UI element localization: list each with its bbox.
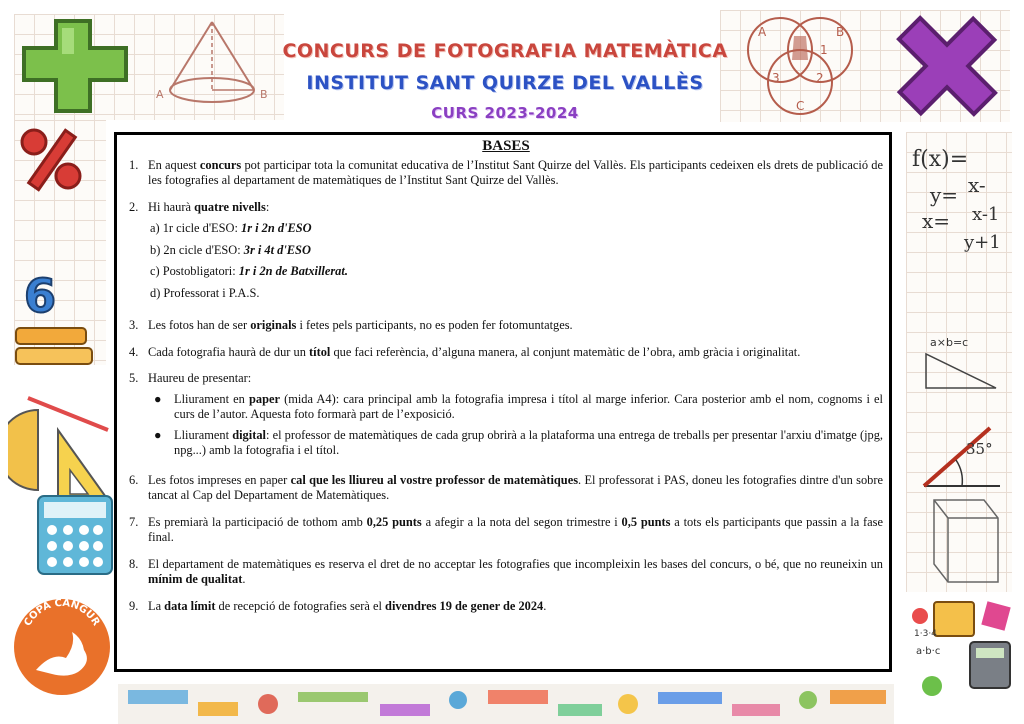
- multiply-sign-icon: [882, 10, 1012, 122]
- rule-1: 1. En aquest concurs pot participar tota la comunitat educativa de l’Institut Sant Quirze del Vallès. Els participants cedeixen els drets de publicació de les fotografies al departament de matemàtiques de l’Institut Sant Quirze del Vallès.: [129, 157, 883, 187]
- bases-heading: BASES: [482, 138, 530, 154]
- logo-text: COPA CANGUR: [22, 597, 102, 629]
- svg-text:A: A: [758, 25, 767, 39]
- percent-icon: [16, 124, 86, 194]
- level-a: a) 1r cicle d'ESO: 1r i 2n d'ESO: [150, 221, 312, 235]
- school-year: CURS 2023-2024: [431, 104, 579, 122]
- rule-7: 7. Es premiarà la participació de tothom amb 0,25 punts a afegir a la nota del segon trimestre i 0,5 punts a tots els participants que passin a la fase final.: [129, 514, 883, 544]
- bullet-icon: ●: [154, 427, 162, 442]
- angle-icon: [914, 420, 1008, 496]
- cone-icon: [150, 18, 275, 113]
- svg-text:C: C: [796, 99, 805, 113]
- number-six-icon: [22, 270, 62, 318]
- level-b: b) 2n cicle d'ESO: 3r i 4t d'ESO: [150, 242, 311, 257]
- calculator-icon: [36, 494, 114, 576]
- triangle-label-b: B: [260, 88, 268, 101]
- prism-icon: [914, 490, 1008, 590]
- digital-delivery: ● Lliurament digital: el professor de matemàtiques de cada grup obrirà a la plataforma una entrega de treballs per presentar l'arxiu d'imatge (jpg, npg...) amb la fotografia i el títol.: [154, 427, 883, 457]
- bases-box: [114, 132, 892, 672]
- svg-text:x-: x-: [968, 173, 986, 197]
- svg-text:35°: 35°: [966, 440, 993, 458]
- venn-diagram-icon: [728, 10, 876, 120]
- contest-title: CONCURS DE FOTOGRAFIA MATEMÀTICA: [282, 40, 728, 62]
- svg-text:a·b·c: a·b·c: [916, 646, 941, 657]
- rule-3: 3. Les fotos han de ser originals i fetes pels participants, no es poden fer fotomuntatges.: [129, 318, 573, 332]
- svg-text:f(x)=: f(x)=: [912, 147, 969, 172]
- bottom-decor-strip: [118, 684, 894, 724]
- school-tools-icon: [910, 596, 1016, 706]
- bullet-icon: ●: [154, 391, 162, 406]
- svg-text:B: B: [836, 25, 845, 39]
- svg-text:y=: y=: [930, 183, 959, 207]
- copa-cangur-logo: [12, 592, 112, 702]
- svg-text:y+1: y+1: [964, 232, 1001, 253]
- rule-5: 5. Haureu de presentar: ● Lliurament en paper (mida A4): cara principal amb la fotografia impresa i títol al marge inferior. Cara posterior amb el nom, cognoms i el curs de l’autor. Aquesta foto formarà part de l’exposició. ● Lliurament digital: el professor de matemàtiques de cada grup obrirà a la plataforma una entrega de treballs per presentar l'arxiu d'imatge (jpg, npg...) amb la fotografia i el títol.: [129, 371, 883, 457]
- school-name: INSTITUT SANT QUIRZE DEL VALLÈS: [306, 72, 704, 94]
- svg-text:1·3·4: 1·3·4: [914, 629, 937, 639]
- levels-list: [150, 221, 883, 301]
- svg-text:1: 1: [820, 43, 828, 57]
- svg-text:3: 3: [772, 71, 780, 85]
- rule-2: 2. Hi haurà quatre nivells: a) 1r cicle d'ESO: 1r i 2n d'ESO b) 2n cicle d'ESO: 3r i 4t d'ESO c) Postobligatori: 1r i 2n de Batxillerat. d) Professorat i P.A.S.: [129, 200, 883, 308]
- triangle-label-a: A: [156, 88, 164, 101]
- formula-fx-icon: [908, 136, 1012, 256]
- svg-text:a×b=c: a×b=c: [930, 336, 969, 349]
- level-d: d) Professorat i P.A.S.: [150, 285, 260, 300]
- svg-text:2: 2: [816, 71, 824, 85]
- right-triangle-icon: [914, 330, 1008, 394]
- rule-4: 4. Cada fotografia haurà de dur un títol que faci referència, d’alguna manera, al conjunt matemàtic de l’obra, amb gràcia i originalitat.: [129, 344, 801, 359]
- svg-text:x=: x=: [922, 209, 951, 233]
- rule-8: 8. El departament de matemàtiques es reserva el dret de no acceptar les fotografies que incompleixin les bases del concurs, o bé, que no reuneixin un mínim de qualitat.: [129, 556, 883, 586]
- paper-delivery: ● Lliurament en paper (mida A4): cara principal amb la fotografia impresa i títol al marge inferior. Cara posterior amb el nom, cognoms i el curs de l’autor. Aquesta foto formarà part de l’exposició.: [154, 391, 883, 421]
- rule-6: 6. Les fotos impreses en paper cal que les lliureu al vostre professor de matemàtiques. El professorat i PAS, doneu les fotografies dintre d'un sobre tancat al Cap del Departament de Matemàtiques.: [129, 472, 883, 502]
- svg-text:6: 6: [24, 270, 57, 318]
- protractor-triangle-icon: [8, 390, 116, 510]
- svg-text:x-1: x-1: [972, 204, 1000, 225]
- rule-9: 9. La data límit de recepció de fotografies serà el divendres 19 de gener de 2024.: [129, 598, 547, 613]
- level-c: c) Postobligatori: 1r i 2n de Batxillerat.: [150, 264, 348, 278]
- ruler-icon: [14, 320, 94, 368]
- plus-sign-icon: [18, 16, 133, 116]
